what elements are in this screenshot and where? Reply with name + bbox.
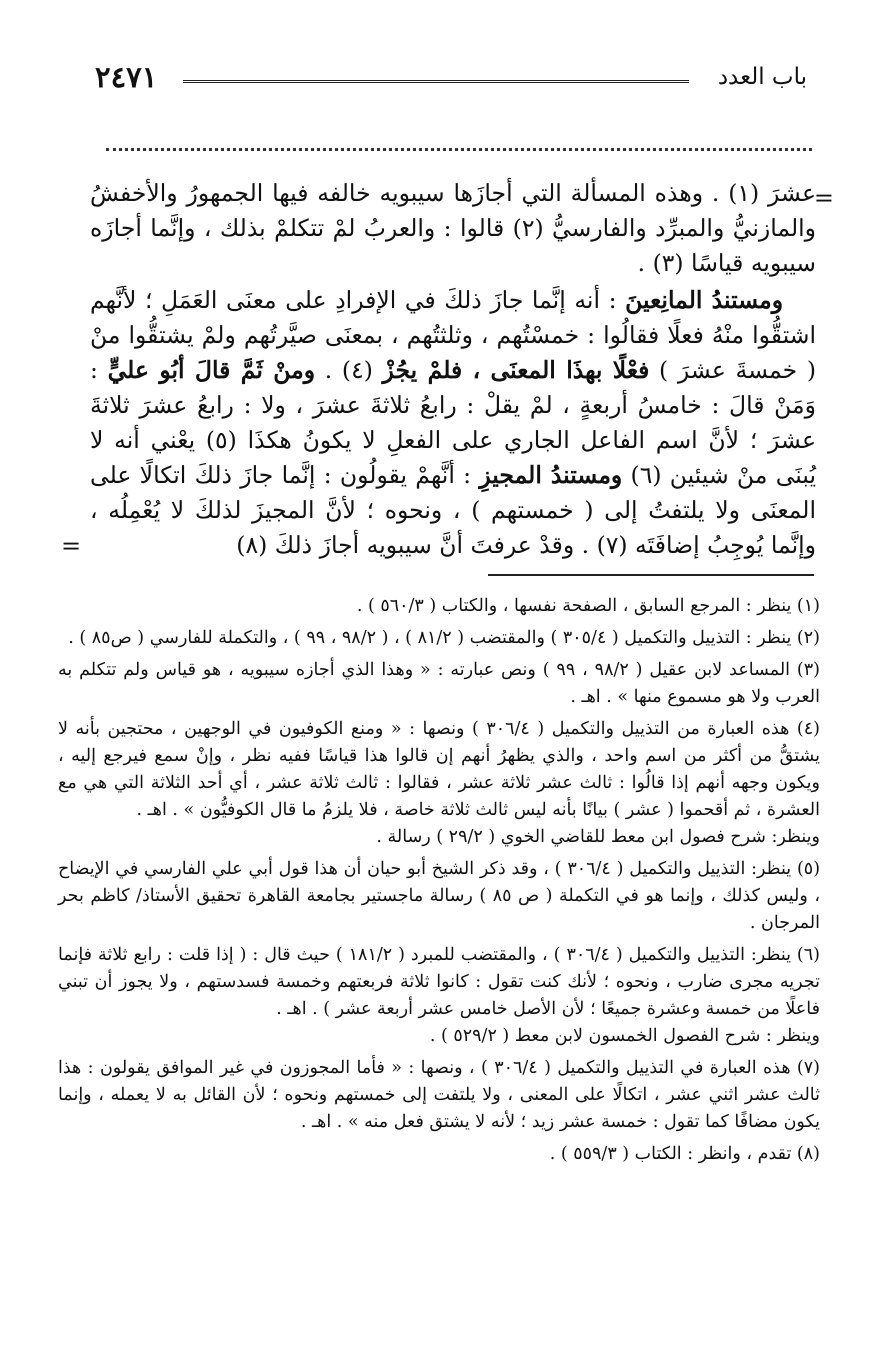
- paragraph-text: : أنه إنَّما جازَ ذلكَ في الإفرادِ على معنَى العَمَلِ ؛ لأنَّهم اشتقُّوا منْهُ فعلًا فقالُوا : خمسْتُهم ، وثلثتُهم ، بمعنَى صيَّرتُهم ولمْ يشتقُّوا منْ ( خمسةَ عشرَ ): [90, 286, 816, 384]
- label-preventers: ومستندُ المانِعينَ: [625, 286, 784, 314]
- running-header: [95, 60, 807, 96]
- footnote-8: (٨) تقدم ، وانظر : الكتاب ( ٥٥٩/٣ ) .: [549, 1144, 820, 1164]
- label-meaning: فعْلًا بهذَا المعنَى ، فلمْ يجُزْ: [382, 356, 650, 384]
- page-number: ٢٤٧١: [95, 60, 158, 94]
- paragraph-text: (٤) .: [315, 356, 383, 384]
- main-text: [90, 176, 816, 563]
- paragraph-arguments: [90, 283, 816, 563]
- footnote-3: (٣) المساعد لابن عقيل ( ٩٨/٢ ، ٩٩ ) ونص عبارته : « وهذا الذي أجازه سيبويه ، هو قياس ولم تتكلم به العرب ولا هو مسموع منها » . اهـ .: [58, 660, 820, 707]
- footnote-7: (٧) هذه العبارة في التذييل والتكميل ( ٣٠٦/٤ ) ، ونصها : « فأما المجوزون في غير الموافق يقولون : هذا ثالث عشر اثني عشر ، اتكالًا على المعنى ، ولا يلتفت إلى خمستهم ونحوه ؛ لأن القائل به لا يعمله ، وإنما يكون مضافًا كما تقول : خمسة عشر زيد ؛ لأنه لا يشتق فعل منه » . اهـ .: [58, 1058, 820, 1132]
- paragraph-text: : أنَّهمْ يقولُون : إنَّما جازَ ذلكَ اتكالًا على المعنَى ولا يلتفتُ إلى ( خمستهم ) ، ونحوه ؛ لأنَّ المجيزَ لذلكَ لا يُعْمِلُه ، وإنَّما يُوجِبُ إضافَتَه (٧) . وقدْ عرفتَ أنَّ سيبويه أجازَ ذلكَ (٨): [90, 461, 816, 559]
- footnote-4: (٤) هذه العبارة من التذييل والتكميل ( ٣٠٦/٤ ) ونصها : « ومنع الكوفيون في الوجهين ، محتجين بأنه لا يشتقُّ من أكثر من اسم واحد ، والذي يظهرُ أنهم إن قالوا هذا قياسًا ففيه نظر ، وإنْ سمع فيرجع إليه ، ويكون وجهه أنهم إذا قالُوا : ثالث عشر ثلاثة عشر ، فقالوا : ثالث ثلاثة عشر ، أي أحد الثلاثة التي هي مع العشرة ، ثم أقحموا ( عشر ) بيانًا بأنه ليس ثالث ثلاثة خاصة ، فلا يلزمُ ما قال الكوفيُّون » . اهـ .: [58, 719, 820, 820]
- continuation-mark-end: =: [61, 532, 82, 560]
- label-abu-ali: ومنْ ثَمَّ قالَ أبُو عليٍّ: [107, 356, 316, 384]
- footnote-2: (٢) ينظر : التذييل والتكميل ( ٣٠٥/٤ ) والمقتضب ( ٨١/٢ ) ، ( ٩٨/٢ ، ٩٩ ) ، والتكملة للفارسي ( ص٨٥ ) .: [68, 628, 820, 648]
- chapter-title: باب العدد: [717, 64, 807, 90]
- footnote-separator: [488, 574, 814, 576]
- footnote-1: (١) ينظر : المرجع السابق ، الصفحة نفسها ، والكتاب ( ٥٦٠/٣ ) .: [356, 596, 820, 616]
- paragraph-text: : وَمَنْ قالَ : خامسُ أربعةٍ ، لمْ يقلْ : رابعُ ثلاثةَ عشرَ ، ولا : رابعُ عشرَ ثلاثةَ عشرَ ؛ لأنَّ اسم الفاعل الجاري على الفعلِ لا يكونُ هكذَا (٥) يعْني أنه لا يُبنَى منْ شيئين (٦): [90, 356, 817, 489]
- footnotes: [58, 593, 820, 1173]
- footnote-6: (٦) ينظر: التذييل والتكميل ( ٣٠٦/٤ ) ، والمقتضب للمبرد ( ١٨١/٢ ) حيث قال : ( إذا قلت : رابع ثلاثة فإنما تجريه مجرى ضارب ، ونحوه ؛ لأنك كنت تقول : كانوا ثلاثة فربعتهم وخمسة فسدستهم ، ولا يجوز أن تبني فاعلًا من خمسة وعشرة جميعًا ؛ لأن الأصل خامس عشر أربعة عشر ) . اهـ .: [58, 945, 820, 1019]
- paragraph-continuation: عشرَ (١) . وهذه المسألة التي أجازَها سيبويه خالفه فيها الجمهورُ والأخفشُ والمازنيُّ والمبرِّد والفارسيُّ (٢) قالوا : والعربُ لمْ تتكلمْ بذلك ، وإنَّما أجازَه سيبويه قياسًا (٣) .: [90, 179, 817, 277]
- footnote-5: (٥) ينظر: التذييل والتكميل ( ٣٠٦/٤ ) ، وقد ذكر الشيخ أبو حيان أن هذا قول أبي علي الفارسي في الإيضاح ، وليس كذلك ، وإنما هو في التكملة ( ص ٨٥ ) رسالة ماجستير بجامعة القاهرة تحقيق الأستاذ/ كاظم بحر المرجان .: [58, 859, 821, 933]
- continuation-mark-start: =: [813, 184, 834, 212]
- label-permitter: ومستندُ المجيزِ: [479, 461, 623, 489]
- footnote-4-see-also: وينظر: شرح فصول ابن معط للقاضي الخوي ( ٢٩/٢ ) رسالة .: [376, 827, 820, 847]
- footnote-6-see-also: وينظر : شرح الفصول الخمسون لابن معط ( ٥٢٩/٢ ) .: [429, 1026, 820, 1046]
- header-rule: [183, 80, 689, 83]
- dotted-separator: [106, 148, 812, 151]
